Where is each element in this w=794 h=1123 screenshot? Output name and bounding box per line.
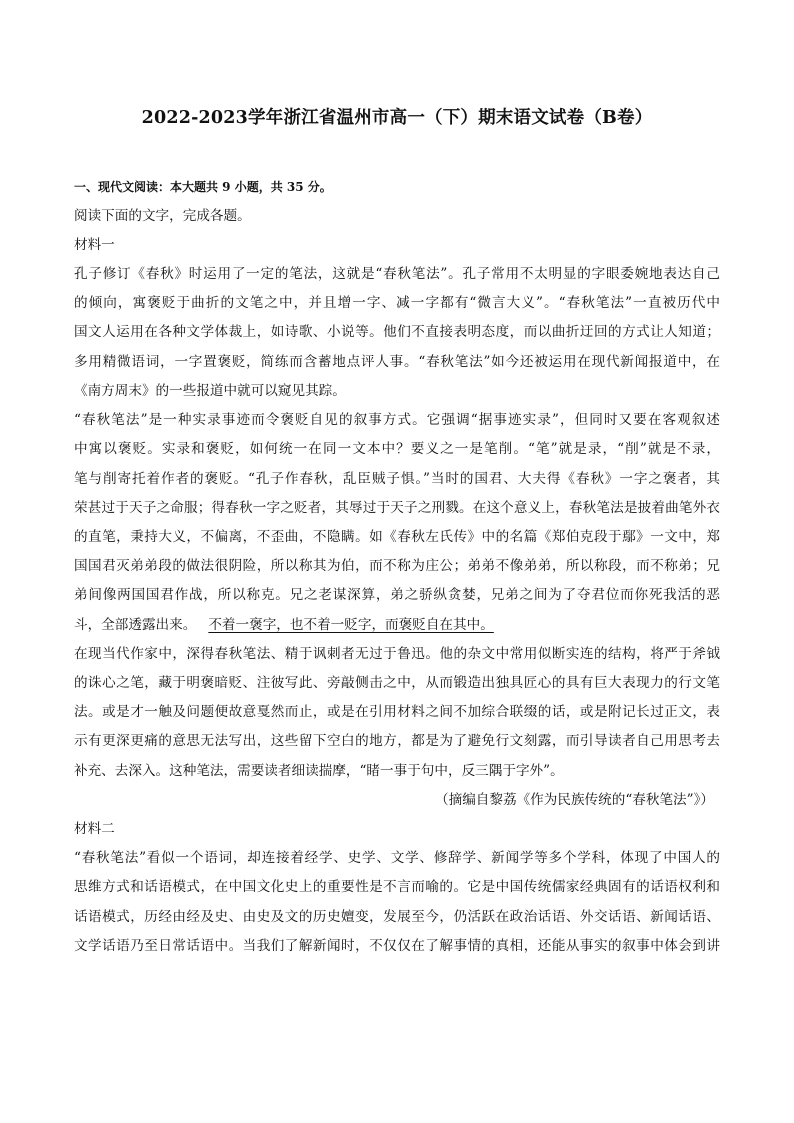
paragraph-text: 斗，全部透露出来。 — [74, 617, 197, 633]
paragraph-line: 的直笔，秉持大义，不偏离，不歪曲，不隐瞒。如《春秋左氏传》中的名篇《郑伯克段于鄢》一文中，郑 — [74, 529, 720, 545]
paragraph-line: “春秋笔法”看似一个语词，却连接着经学、史学、文学、修辞学、新闻学等多个学科，体现了中国人的 — [74, 850, 720, 866]
paragraph-line: 笔与削寄托着作者的褒贬。“孔子作春秋，乱臣贼子惧。”当时的国君、大夫得《春秋》一字之褒者，其 — [74, 471, 720, 487]
underlined-sentence: 不着一褒字，也不着一贬字，而褒贬自在其中。 — [208, 617, 494, 633]
paragraph-line: 示有更深更痛的意思无法写出，这些留下空白的地方，都是为了避免行文刻露，而引导读者自己用思考去 — [74, 733, 720, 749]
section-heading: 一、现代文阅读：本大题共 9 小题，共 35 分。 — [74, 180, 332, 194]
paragraph-line: 文学话语乃至日常话语中。当我们了解新闻时，不仅仅在了解事情的真相，还能从事实的叙事中体会到讲 — [74, 938, 720, 954]
paragraph-line: 补充、去深入。这种笔法，需要读者细读揣摩，“睹一事于句中，反三隅于字外”。 — [74, 763, 564, 779]
paragraph-line: 弟间像两国国君作战，所以称克。兄之老谋深算，弟之骄纵贪婪，兄弟之间为了夺君位而你死我活的恶 — [74, 587, 720, 603]
paragraph-line: 的诛心之笔，藏于明褒暗贬、注彼写此、旁敲侧击之中，从而锻造出独具匠心的具有巨大表现力的行文笔 — [74, 675, 720, 691]
paragraph-line: 的倾向，寓褒贬于曲折的文笔之中，并且增一字、减一字都有“微言大义”。“春秋笔法”一直被历代中 — [74, 295, 720, 311]
material-one-label: 材料一 — [74, 237, 115, 253]
paragraph-line: 话语模式，历经由经及史、由史及文的历史嬗变，发展至今，仍活跃在政治话语、外交话语、新闻话语、 — [74, 909, 720, 925]
source-citation: （摘编自黎荔《作为民族传统的“春秋笔法”》） — [435, 792, 714, 808]
paragraph-line: 多用精微语词，一字置褒贬，简练而含蓄地点评人事。“春秋笔法”如今还被运用在现代新闻报道中，在 — [74, 354, 720, 370]
paragraph-line — [74, 616, 494, 634]
instruction-text: 阅读下面的文字，完成各题。 — [74, 208, 251, 224]
paragraph-line: 国国君灭弟弟段的做法很阴险，所以称其为伯，而不称为庄公；弟弟不像弟弟，所以称段，而不称弟；兄 — [74, 558, 720, 574]
paragraph-line: 《南方周末》的一些报道中就可以窥见其踪。 — [74, 383, 346, 399]
paragraph-line: 荣甚过于天子之命服；得春秋一字之贬者，其辱过于天子之刑戮。在这个意义上，春秋笔法是披着曲笔外衣 — [74, 500, 720, 516]
paragraph-line: 孔子修订《春秋》时运用了一定的笔法，这就是“春秋笔法”。孔子常用不太明显的字眼委婉地表达自己 — [74, 266, 720, 282]
paragraph-line: “春秋笔法”是一种实录事迹而令褒贬自见的叙事方式。它强调“据事迹实录”，但同时又要在客观叙述 — [74, 412, 720, 428]
paragraph-line: 思维方式和话语模式，在中国文化史上的重要性是不言而喻的。它是中国传统儒家经典固有的话语权利和 — [74, 879, 720, 895]
paragraph-line: 中寓以褒贬。实录和褒贬，如何统一在同一文本中？要义之一是笔削。“笔”就是录，“削”就是不录， — [74, 441, 720, 457]
paragraph-line: 在现当代作家中，深得春秋笔法、精于讽刺者无过于鲁迅。他的杂文中常用似断实连的结构，将严于斧钺 — [74, 646, 720, 662]
page-title: 2022-2023学年浙江省温州市高一（下）期末语文试卷（B卷） — [141, 108, 653, 128]
material-two-label: 材料二 — [74, 821, 115, 837]
paragraph-line: 国文人运用在各种文学体裁上，如诗歌、小说等。他们不直接表明态度，而以曲折迂回的方式让人知道； — [74, 324, 720, 340]
paragraph-line: 法。或是才一触及问题便故意戛然而止，或是在引用材料之间不加综合联缀的话，或是附记长过正文，表 — [74, 704, 720, 720]
